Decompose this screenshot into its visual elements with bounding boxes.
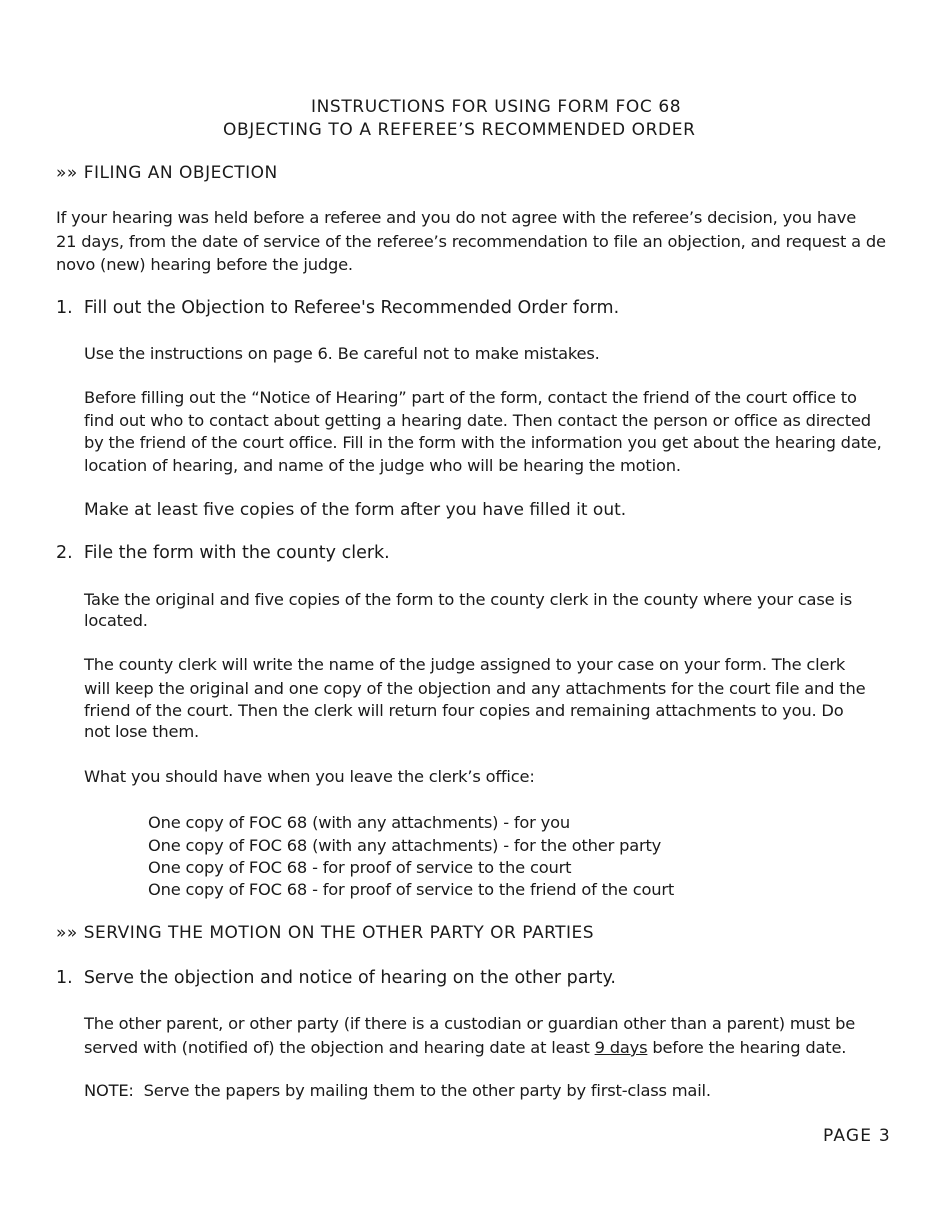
step-2-clerk-line: not lose them. xyxy=(84,722,199,741)
serve-note: NOTE: Serve the papers by mailing them to the other party by first-class mail. xyxy=(84,1081,711,1100)
title-line-1: INSTRUCTIONS FOR USING FORM FOC 68 xyxy=(311,97,682,117)
step-2-paragraph-line: located. xyxy=(84,611,148,630)
copy-list-item: One copy of FOC 68 (with any attachments) - for the other party xyxy=(148,836,662,855)
nine-days-emphasis: 9 days xyxy=(594,1038,648,1057)
step-1-copies-note: Make at least five copies of the form after you have filled it out. xyxy=(84,500,627,520)
serve-paragraph-line-1: The other parent, or other party (if there is a custodian or guardian other than a parent) must be xyxy=(84,1014,856,1033)
step-1-paragraph-line: by the friend of the court office. Fill in the form with the information you get about the hearing date, xyxy=(84,433,882,452)
section-heading-serving: »» SERVING THE MOTION ON THE OTHER PARTY OR PARTIES xyxy=(56,923,595,943)
step-1-paragraph-line: location of hearing, and name of the judge who will be hearing the motion. xyxy=(84,456,681,475)
step-2-paragraph-line: Take the original and five copies of the form to the county clerk in the county where your case is xyxy=(84,590,853,609)
step-2-what-you-should-have: What you should have when you leave the clerk’s office: xyxy=(84,767,535,786)
intro-line-2: 21 days, from the date of service of the referee’s recommendation to file an objection, and request a de xyxy=(56,232,886,251)
step-1-paragraph-line: find out who to contact about getting a hearing date. Then contact the person or office as directed xyxy=(84,411,871,430)
section-heading-filing: »» FILING AN OBJECTION xyxy=(56,163,278,183)
step-2-clerk-line: friend of the court. Then the clerk will return four copies and remaining attachments to you. Do xyxy=(84,701,844,720)
step-1-paragraph-line: Before filling out the “Notice of Hearing” part of the form, contact the friend of the court office to xyxy=(84,388,857,407)
copy-list-item: One copy of FOC 68 - for proof of service to the court xyxy=(148,858,572,877)
step-1-heading: 1. Fill out the Objection to Referee's Recommended Order form. xyxy=(56,298,620,318)
step-2-clerk-line: will keep the original and one copy of the objection and any attachments for the court file and the xyxy=(84,679,866,698)
serve-step-1-heading: 1. Serve the objection and notice of hearing on the other party. xyxy=(56,968,616,988)
serve-line-2-post: before the hearing date. xyxy=(647,1038,847,1057)
intro-line-3: novo (new) hearing before the judge. xyxy=(56,255,353,274)
step-2-heading: 2. File the form with the county clerk. xyxy=(56,543,390,563)
page-number: PAGE 3 xyxy=(823,1126,891,1146)
intro-line-1: If your hearing was held before a referee and you do not agree with the referee’s decision, you have xyxy=(56,208,857,227)
serve-paragraph-line-2 xyxy=(84,1037,846,1059)
title-line-2: OBJECTING TO A REFEREE’S RECOMMENDED ORDER xyxy=(223,120,696,140)
step-1-instructions: Use the instructions on page 6. Be careful not to make mistakes. xyxy=(84,344,600,363)
copy-list-item: One copy of FOC 68 (with any attachments) - for you xyxy=(148,813,570,832)
step-2-clerk-line: The county clerk will write the name of the judge assigned to your case on your form. The clerk xyxy=(84,655,846,674)
copy-list-item: One copy of FOC 68 - for proof of service to the friend of the court xyxy=(148,880,675,899)
serve-line-2-pre: served with (notified of) the objection and hearing date at least xyxy=(84,1038,595,1057)
